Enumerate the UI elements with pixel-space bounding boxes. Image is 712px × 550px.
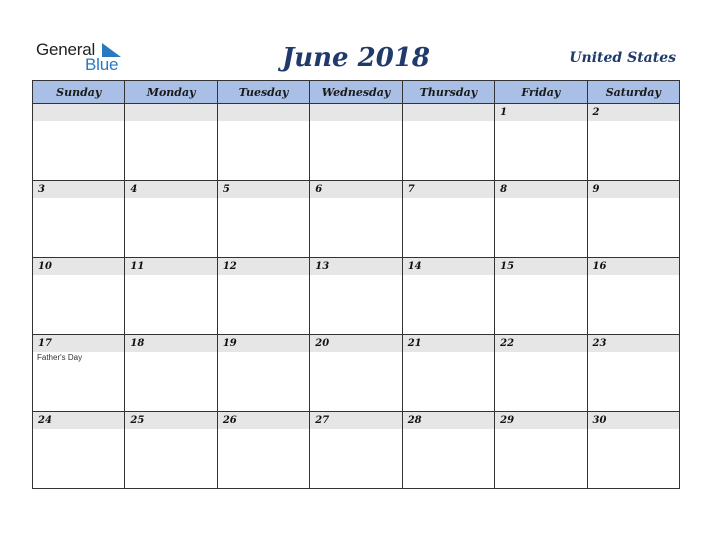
day-cell [495,258,587,335]
week-row [33,181,680,258]
week-row [33,412,680,489]
day-cell [402,104,494,181]
day-number: 30 [588,412,679,429]
day-number: 3 [33,181,124,198]
day-cell [495,181,587,258]
day-cell [587,181,679,258]
logo-text-blue: Blue [85,55,119,74]
day-number: 20 [310,335,401,352]
country-label: United States [569,50,676,66]
day-number: 23 [588,335,679,352]
day-number: 6 [310,181,401,198]
day-cell [310,412,402,489]
day-cell [587,104,679,181]
day-number: 7 [403,181,494,198]
week-row [33,104,680,181]
day-number: 22 [495,335,586,352]
day-number: 9 [588,181,679,198]
day-number: 17 [33,335,124,352]
day-cell [402,258,494,335]
day-number [125,104,216,121]
day-number: 1 [495,104,586,121]
day-cell [495,412,587,489]
day-number: 2 [588,104,679,121]
day-cell [125,181,217,258]
weekday-thursday: Thursday [402,81,494,104]
day-number: 13 [310,258,401,275]
day-cell [125,412,217,489]
day-cell [310,258,402,335]
day-cell [125,104,217,181]
day-number: 8 [495,181,586,198]
day-cell [217,258,309,335]
day-cell [33,412,125,489]
calendar-grid [32,80,680,489]
day-cell [217,335,309,412]
day-cell [402,181,494,258]
day-cell [402,335,494,412]
day-cell [495,335,587,412]
day-number [403,104,494,121]
weekday-friday: Friday [495,81,587,104]
day-cell [310,181,402,258]
day-number: 18 [125,335,216,352]
weekday-saturday: Saturday [587,81,679,104]
day-cell [33,181,125,258]
day-cell [402,412,494,489]
day-number: 19 [218,335,309,352]
day-number [310,104,401,121]
day-number: 4 [125,181,216,198]
day-number: 14 [403,258,494,275]
weekday-wednesday: Wednesday [310,81,402,104]
day-number: 16 [588,258,679,275]
day-number: 29 [495,412,586,429]
day-number: 12 [218,258,309,275]
day-cell [217,104,309,181]
day-cell [587,335,679,412]
day-number: 28 [403,412,494,429]
weekday-monday: Monday [125,81,217,104]
calendar-title: June 2018 [281,43,431,73]
day-cell [33,335,125,412]
day-cell [310,335,402,412]
day-number: 25 [125,412,216,429]
holiday-fathers-day: Father's Day [37,353,83,362]
week-row [33,335,680,412]
weekday-sunday: Sunday [33,81,125,104]
day-cell [310,104,402,181]
day-number: 24 [33,412,124,429]
logo-text-general: General [36,40,96,59]
weekday-header-row [33,81,680,104]
day-cell [587,258,679,335]
week-row [33,258,680,335]
day-cell [495,104,587,181]
day-number: 15 [495,258,586,275]
day-number: 11 [125,258,216,275]
day-number: 21 [403,335,494,352]
day-cell [217,181,309,258]
day-cell [125,335,217,412]
day-cell [217,412,309,489]
weekday-tuesday: Tuesday [217,81,309,104]
day-cell [33,258,125,335]
day-number: 5 [218,181,309,198]
day-cell [125,258,217,335]
day-number [33,104,124,121]
day-number [218,104,309,121]
day-cell [33,104,125,181]
day-cell [587,412,679,489]
day-number: 27 [310,412,401,429]
day-number: 10 [33,258,124,275]
day-number: 26 [218,412,309,429]
